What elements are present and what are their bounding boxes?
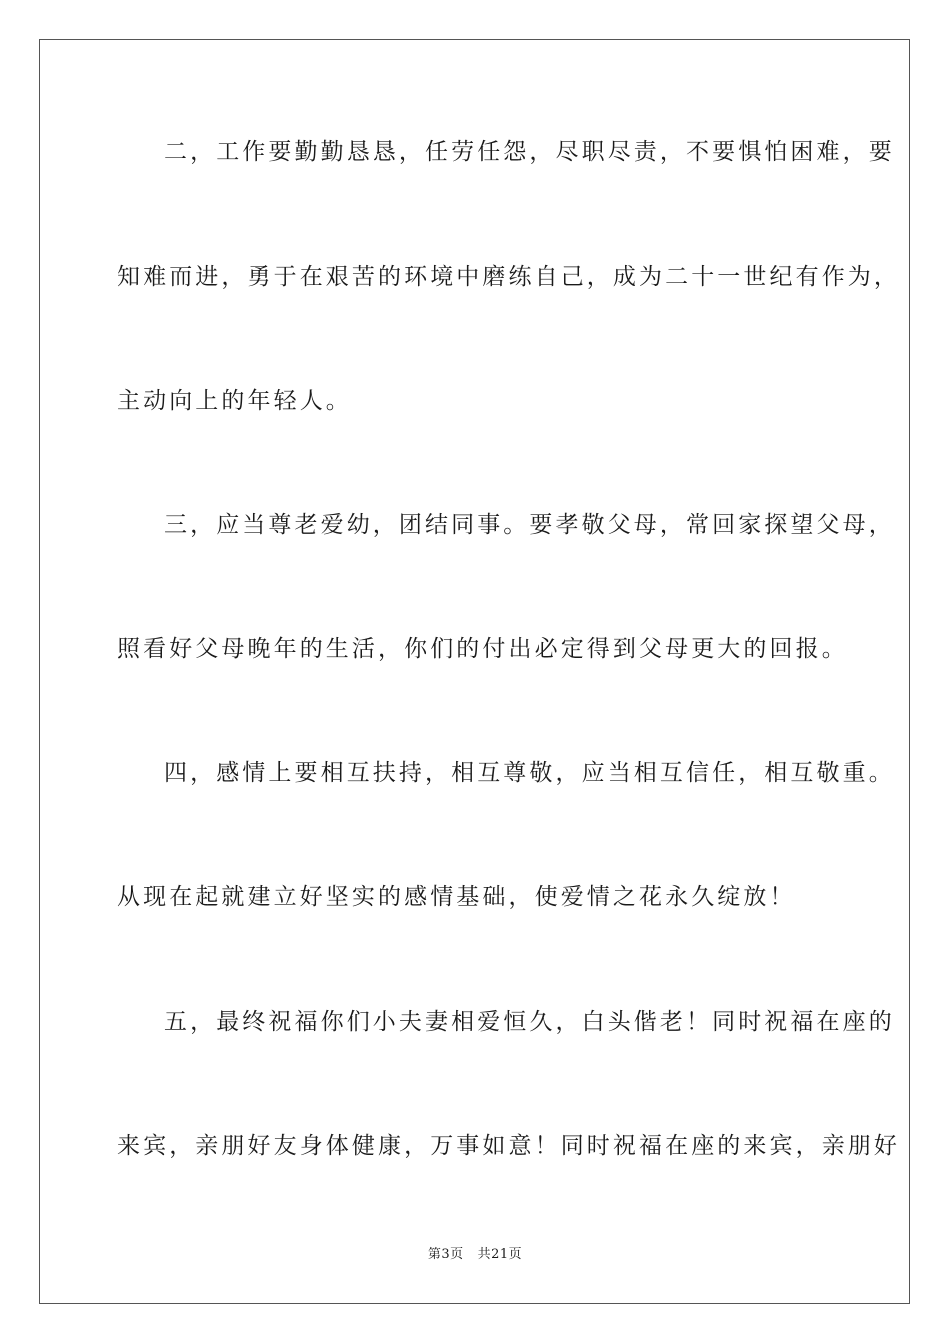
paragraph-line: 主动向上的年轻人。 (117, 388, 352, 414)
paragraph-line: 照看好父母晚年的生活，你们的付出必定得到父母更大的回报。 (117, 636, 848, 662)
paragraph-line: 来宾，亲朋好友身体健康，万事如意！同时祝福在座的来宾，亲朋好 (117, 1133, 900, 1159)
page-total: 共21页 (477, 1247, 523, 1262)
page-border (39, 39, 910, 1304)
paragraph-line: 知难而进，勇于在艰苦的环境中磨练自己，成为二十一世纪有作为， (117, 264, 900, 290)
paragraph-line: 五，最终祝福你们小夫妻相爱恒久，白头偕老！同时祝福在座的 (164, 1009, 895, 1035)
paragraph-line: 二，工作要勤勤恳恳，任劳任怨，尽职尽责，不要惧怕困难，要 (164, 139, 895, 165)
paragraph-line: 从现在起就建立好坚实的感情基础，使爱情之花永久绽放！ (117, 884, 796, 910)
paragraph-line: 三，应当尊老爱幼，团结同事。要孝敬父母，常回家探望父母， (164, 512, 895, 538)
paragraph-line: 四，感情上要相互扶持，相互尊敬，应当相互信任，相互敬重。 (164, 760, 895, 786)
page-footer (0, 1246, 950, 1264)
page-number: 第3页 (427, 1247, 464, 1262)
